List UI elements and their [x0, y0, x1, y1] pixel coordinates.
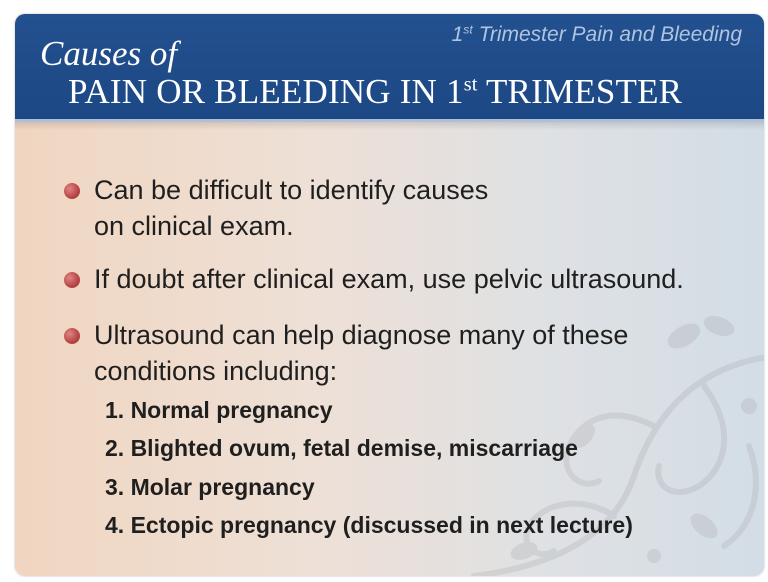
bullet-dot-icon — [64, 183, 80, 199]
slide — [15, 14, 764, 576]
bullet-dot-icon — [64, 328, 80, 344]
slide-title-line2: PAIN OR BLEEDING IN 1st TRIMESTER — [68, 72, 683, 111]
title-shadow — [15, 122, 764, 130]
bullet-text: If doubt after clinical exam, use pelvic ultrasound. — [94, 264, 684, 294]
condition-item: 1. Normal pregnancy — [105, 397, 333, 423]
slide-title-line1: Causes of — [40, 34, 178, 73]
bullet-text: on clinical exam. — [94, 211, 294, 241]
condition-item: 2. Blighted ovum, fetal demise, miscarriage — [105, 435, 578, 461]
bullet-text: Can be difficult to identify causes — [94, 175, 489, 205]
condition-item: 3. Molar pregnancy — [105, 474, 315, 500]
bullet-text: Ultrasound can help diagnose many of these — [94, 320, 629, 350]
condition-item: 4. Ectopic pregnancy (discussed in next lecture) — [105, 512, 633, 538]
bullet-text: conditions including: — [94, 356, 338, 386]
bullet-dot-icon — [64, 272, 80, 288]
slide-subtitle: 1st Trimester Pain and Bleeding — [451, 22, 742, 46]
title-bar — [15, 14, 764, 119]
